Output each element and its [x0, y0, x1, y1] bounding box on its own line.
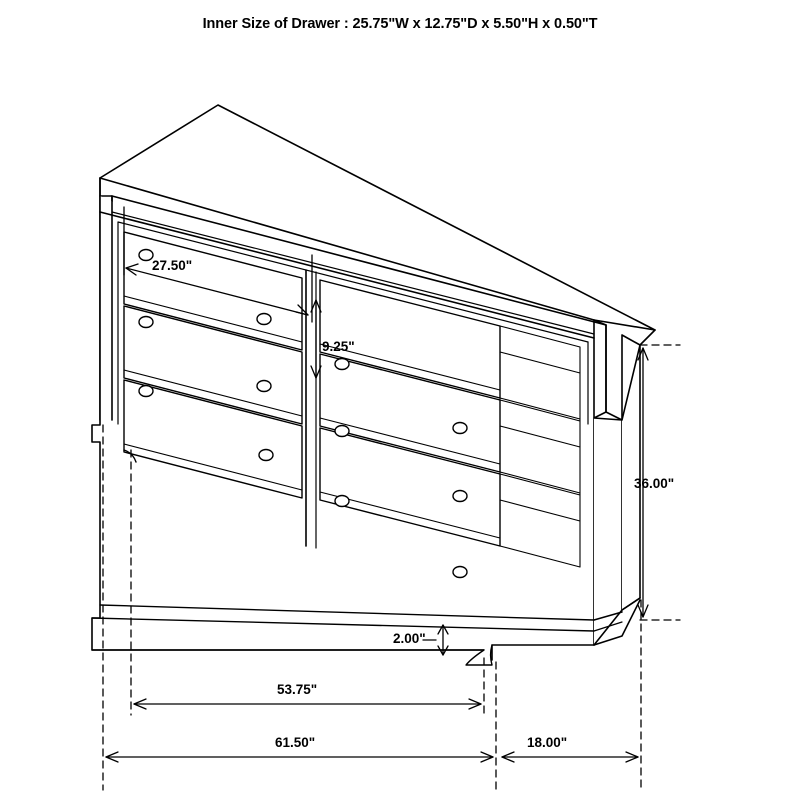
knob-icon	[335, 359, 349, 370]
dim-label-drawer-height: 9.25"	[322, 339, 355, 354]
dim-label-overall-width: 61.50"	[275, 735, 316, 750]
knob-icon	[335, 426, 349, 437]
dim-label-drawer-width: 27.50"	[152, 258, 193, 273]
dim-label-front-width: 53.75"	[277, 682, 318, 697]
knob-icon	[139, 250, 153, 261]
dim-label-depth: 18.00"	[527, 735, 568, 750]
knob-icon	[139, 386, 153, 397]
knob-icon	[335, 496, 349, 507]
knob-icon	[257, 314, 271, 325]
knob-icon	[139, 317, 153, 328]
knob-icon	[453, 567, 467, 578]
knob-icon	[453, 491, 467, 502]
dim-label-base-height: 2.00"	[393, 631, 426, 646]
knob-icon	[259, 450, 273, 461]
knob-icon	[453, 423, 467, 434]
page-title: Inner Size of Drawer : 25.75"W x 12.75"D x 5.50"H x 0.50"T	[202, 16, 598, 32]
knob-icon	[257, 381, 271, 392]
dim-label-overall-height: 36.00"	[634, 476, 675, 491]
